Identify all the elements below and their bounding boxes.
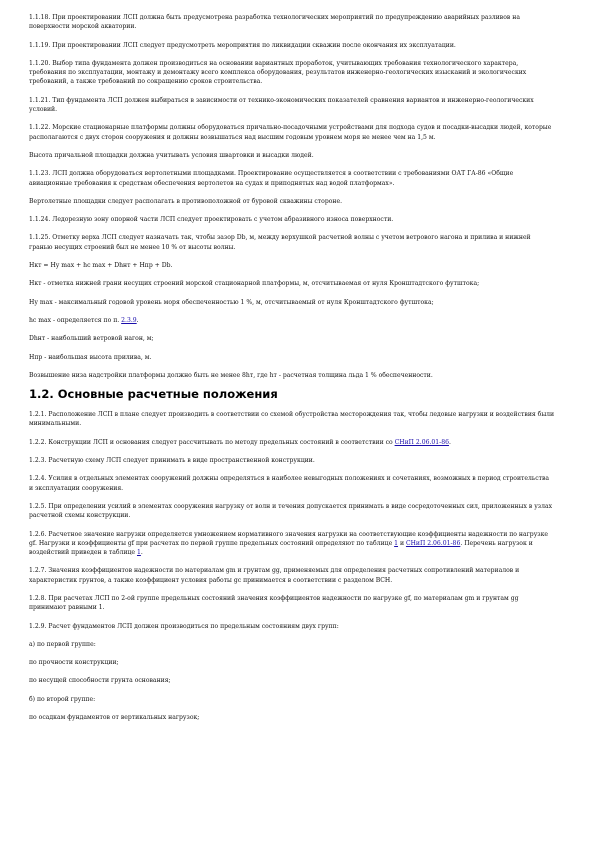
paragraph-1-1-25: 1.1.25. Отметку верха ЛСП следует назначать так, чтобы зазор Db, м, между верхушкой расчетной волны с учетом ветрового нагона и прилива и нижней гранью несущих строений был не менее 10 % от высоты волны.: [29, 234, 531, 251]
paragraph-helipad-location: Вертолетные площадки следует располагать в противоположной от буровой скважины стороне.: [29, 197, 343, 205]
paragraph-1-2-1: 1.2.1. Расположение ЛСП в плане следует производить в соответствии со схемой обустройства месторождения так, чтобы ледовые нагрузки и воздействия были минимальными.: [29, 411, 555, 428]
list-item-group-a: а) по первой группе:: [29, 640, 96, 648]
paragraph-1-2-8: 1.2.8. При расчетах ЛСП по 2-ой группе предельных состояний значения коэффициентов надежности по нагрузке gf, по материалам gm и грунтам gg принимают равными 1.: [29, 594, 519, 612]
definition-hkt: Hкт - отметка нижней грани несущих строений морской стационарной платформы, м, отсчитываемая от нуля Кронштадтского футштока;: [29, 280, 480, 288]
paragraph-1-1-20: 1.1.20. Выбор типа фундамента должен производиться на основании вариантных проработок, учитывающих требования технологического характера, требования по эксплуатации, монтажу и демонтажу всего комплекса оборудования, результатов инженерно-геологических изысканий и экологических требований, а также требований по сокращению сроков строительства.: [29, 59, 527, 86]
definition-dhnt: Dhнт - наибольший ветровой нагон, м;: [29, 335, 154, 343]
list-item-group-b: б) по второй группе:: [29, 695, 96, 703]
paragraph-platform-height: Высота причальной площадки должна учитывать условия швартовки и высадки людей.: [29, 151, 314, 159]
list-item-strength: по прочности конструкции;: [29, 659, 119, 667]
paragraph-1-1-23: 1.1.23. ЛСП должна оборудоваться вертолетными площадками. Проектирование осуществляется в соответствии с требованиями ОАТ ГА-86 «Общие авиационные требования к средствам обеспечения вертолетов на судах и приподнятых над водой платформах».: [29, 170, 514, 187]
paragraph-superstructure-elevation: Возвышение низа надстройки платформы должно быть не менее 8hт, где hт - расчетная толщина льда 1 % обеспеченности.: [29, 371, 433, 379]
paragraph-1-1-19: 1.1.19. При проектировании ЛСП следует предусмотреть мероприятия по ликвидации скважин после окончания их эксплуатации.: [29, 41, 456, 49]
paragraph-1-2-2: [29, 438, 555, 447]
paragraph-1-2-9: 1.2.9. Расчет фундаментов ЛСП должен производиться по предельным состояниям двух групп:: [29, 622, 339, 630]
paragraph-1-2-5: 1.2.5. При определении усилий в элементах сооружения нагрузку от волн и течения допускается принимать в виде сосредоточенных сил, приложенных в узлах расчетной схемы конструкции.: [29, 502, 553, 520]
link-snip-2-06-01-86[interactable]: СНиП 2.06.01-86: [394, 438, 449, 446]
link-table-1-b[interactable]: 1: [136, 549, 141, 557]
paragraph-1-2-2-text: 1.2.2. Конструкции ЛСП и основания следует рассчитывать по методу предельных состояний в соответствии со: [29, 438, 395, 446]
list-item-settlement: по осадкам фундаментов от вертикальных нагрузок;: [29, 714, 200, 722]
list-item-bearing-capacity: по несущей способности грунта основания;: [29, 677, 171, 685]
paragraph-1-2-6-end: .: [140, 549, 143, 557]
paragraph-1-2-6-text: 1.2.6. Расчетное значение нагрузки определяется умножением нормативного значения нагрузки на соответствующие коэффициенты надежности по нагрузке gf. Нагрузки и коэффициенты gf при расчетах по первой группе предельных состояний определяют по таблице: [29, 530, 549, 547]
paragraph-1-2-6-mid: . Перечень нагрузок и воздействий приведен в таблице: [29, 539, 533, 557]
paragraph-1-2-3: 1.2.3. Расчетную схему ЛСП следует принимать в виде пространственной конструкции.: [29, 457, 315, 465]
link-2-3-9[interactable]: 2.3.9: [121, 316, 137, 324]
definition-hc-max-text: hc max - определяется по п.: [29, 316, 122, 324]
paragraph-1-2-6-and: и: [398, 539, 406, 547]
paragraph-1-2-2-end: .: [448, 438, 451, 446]
paragraph-1-1-22: 1.1.22. Морские стационарные платформы должны оборудоваться причально-посадочными устройствами для подхода судов и посадки-высадки людей, которые располагаются с двух сторон сооружения и должны возвышаться над высшим годовым уровнем моря не менее чем на 1,5 м.: [29, 124, 552, 141]
link-snip-2-06-01-86-b[interactable]: СНиП 2.06.01-86: [405, 539, 461, 547]
definition-hu-max: Hу max - максимальный годовой уровень моря обеспеченностью 1 %, м, отсчитываемый от нуля Кронштадтского футштока;: [29, 298, 434, 306]
section-heading: 1.2. Основные расчетные положения: [29, 387, 278, 402]
definition-hc-max: [29, 316, 555, 325]
formula: Hкт = Hу max + hc max + Dhнт + Hпр + Db.: [29, 262, 173, 270]
paragraph-1-1-18: 1.1.18. При проектировании ЛСП должна быть предусмотрена разработка технологических мероприятий по предупреждению аварийных разливов на поверхности морской акватории.: [29, 14, 520, 31]
paragraph-1-1-24: 1.1.24. Ледорезную зону опорной части ЛСП следует проектировать с учетом абразивного износа поверхности.: [29, 216, 394, 224]
paragraph-1-2-7: 1.2.7. Значения коэффициентов надежности по материалам gm и грунтам gg, применяемых для определения расчетных сопротивлений материалов и характеристик грунтов, а также коэффициент условия работы gc принимается в соответствии с разделом ВСН.: [29, 567, 520, 584]
paragraph-1-2-4: 1.2.4. Усилия в отдельных элементах сооружений должны определяться в наиболее невыгодных положениях и сочетаниях, возможных в период строительства и эксплуатации сооружения.: [29, 475, 550, 492]
definition-hpr: Hпр - наибольшая высота прилива, м.: [29, 353, 152, 361]
paragraph-1-2-6: [29, 530, 555, 558]
link-table-1[interactable]: 1: [394, 539, 399, 547]
paragraph-1-1-21: 1.1.21. Тип фундамента ЛСП должен выбираться в зависимости от технико-экономических показателей сравнения вариантов и инженерно-геологических условий.: [29, 96, 534, 114]
definition-hc-max-end: .: [136, 316, 139, 324]
